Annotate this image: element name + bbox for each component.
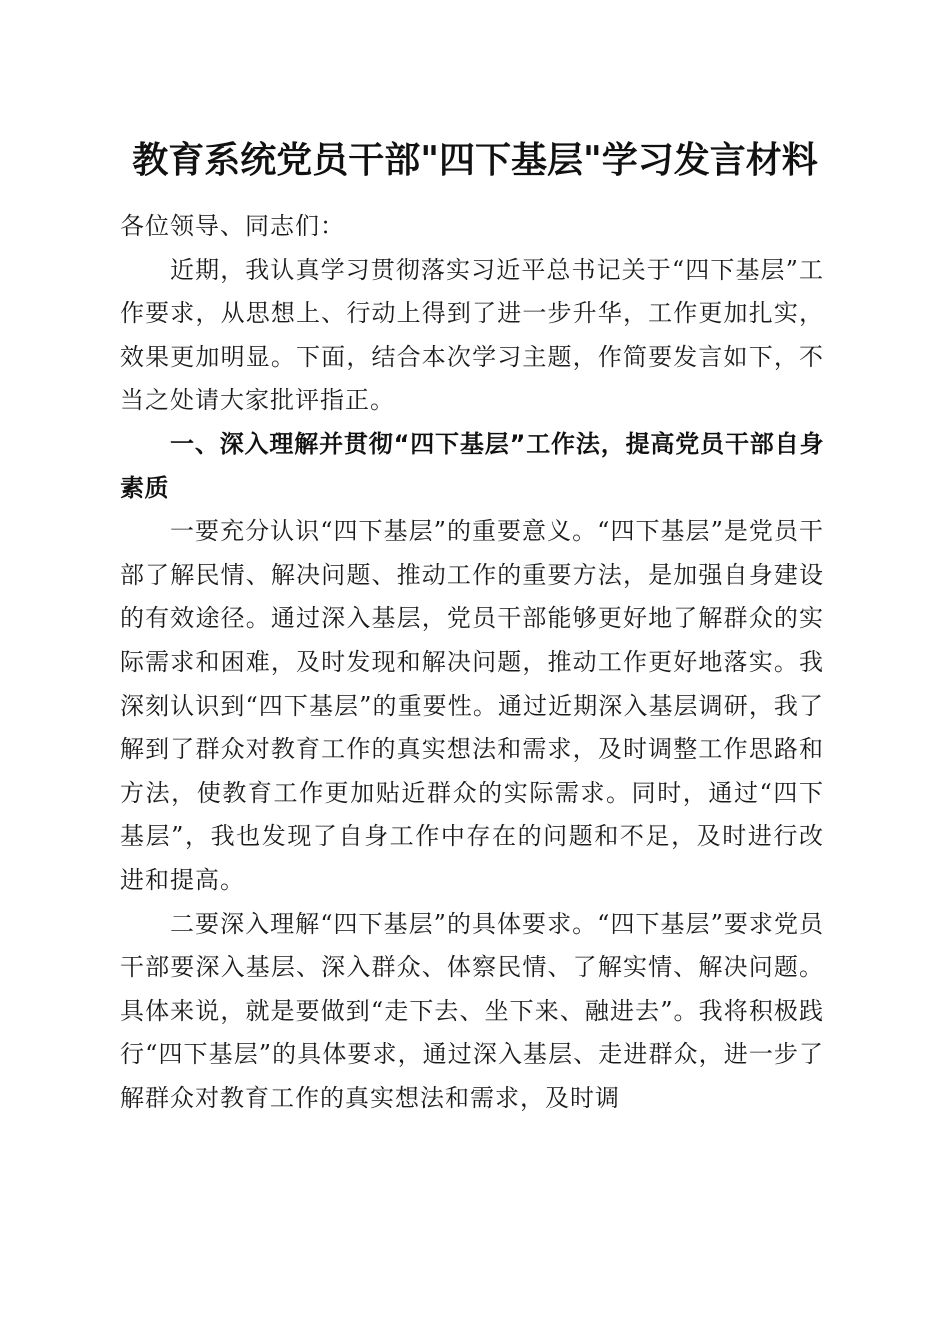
salutation: 各位领导、同志们： bbox=[120, 212, 345, 240]
paragraph-1: 一要充分认识“四下基层”的重要意义。“四下基层”是党员干部了解民情、解决问题、推动工作的重要方法，是加强自身建设的有效途径。通过深入基层，党员干部能够更好地了解群众的实际需求和困难，及时发现和解决问题，推动工作更好地落实。我深刻认识到“四下基层”的重要性。通过近期深入基层调研，我了解到了群众对教育工作的真实想法和需求，及时调整工作思路和方法，使教育工作更加贴近群众的实际需求。同时，通过“四下基层”，我也发现了自身工作中存在的问题和不足，及时进行改进和提高。 bbox=[120, 517, 824, 894]
document-title: 教育系统党员干部"四下基层"学习发言材料 bbox=[132, 139, 818, 181]
paragraph-2: 二要深入理解“四下基层”的具体要求。“四下基层”要求党员干部要深入基层、深入群众、体察民情、了解实情、解决问题。具体来说，就是要做到“走下去、坐下来、融进去”。我将积极践行“四下基层”的具体要求，通过深入基层、走进群众，进一步了解群众对教育工作的真实想法和需求，及时调 bbox=[120, 909, 824, 1112]
section-heading: 一、深入理解并贯彻“四下基层”工作法，提高党员干部自身素质 bbox=[120, 429, 824, 502]
intro-paragraph: 近期，我认真学习贯彻落实习近平总书记关于“四下基层”工作要求，从思想上、行动上得到了进一步升华，工作更加扎实，效果更加明显。下面，结合本次学习主题，作简要发言如下，不当之处请大家批评指正。 bbox=[120, 255, 824, 415]
document-body bbox=[120, 205, 824, 1120]
